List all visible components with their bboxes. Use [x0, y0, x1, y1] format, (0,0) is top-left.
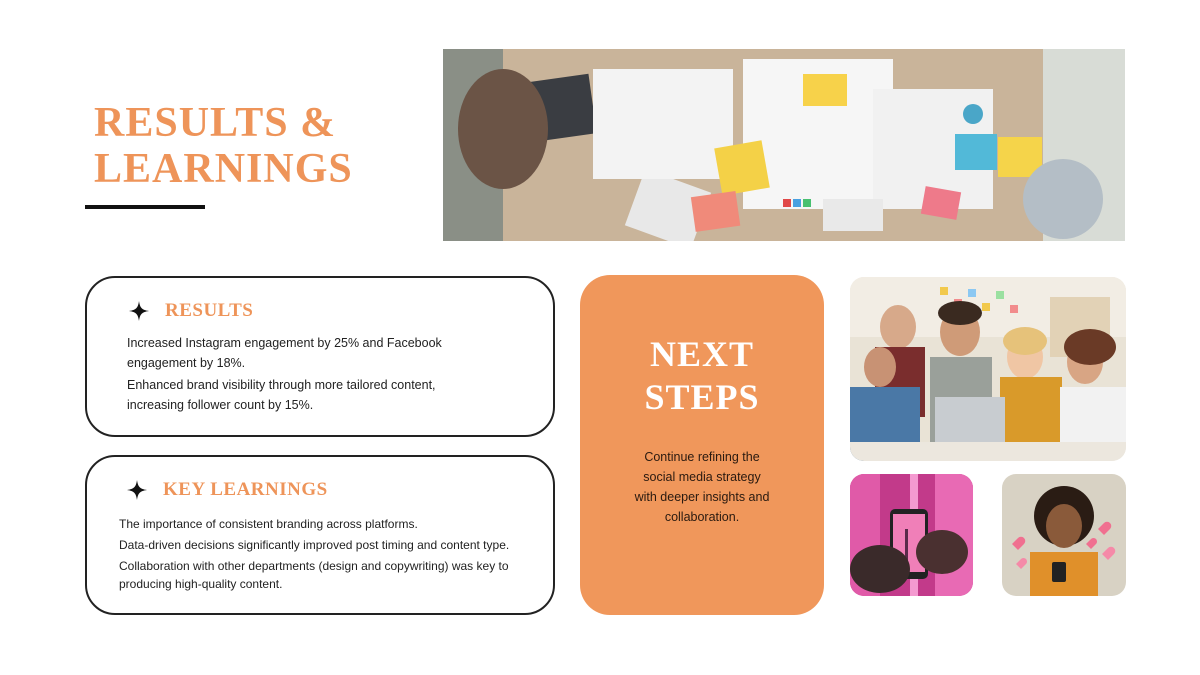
results-title: RESULTS — [165, 300, 254, 321]
learning-line: Collaboration with other departments (design and copywriting) was key to producing high-quality content. — [119, 559, 509, 591]
page-title-line2: LEARNINGS — [94, 146, 353, 192]
sparkle-icon — [129, 301, 149, 321]
page-title-line1: RESULTS & — [94, 100, 337, 146]
sparkle-icon — [127, 480, 147, 500]
next-steps-card — [580, 275, 824, 615]
key-learnings-card — [85, 455, 555, 615]
team-laptop-photo — [850, 277, 1126, 461]
next-steps-title-line1: NEXT — [649, 334, 755, 374]
results-line: Enhanced brand visibility through more tailored content, increasing follower count by 15%. — [127, 378, 436, 412]
key-learnings-title: KEY LEARNINGS — [163, 479, 328, 500]
next-steps-title-line2: STEPS — [644, 377, 760, 417]
next-steps-body: Continue refining the social media strategy with deeper insights and collaboration. — [634, 450, 770, 524]
woman-hearts-photo — [1002, 474, 1126, 596]
team-table-photo — [443, 49, 1125, 241]
learning-line: The importance of consistent branding across platforms. — [119, 517, 418, 531]
phone-photo — [850, 474, 973, 596]
title-underline — [85, 205, 205, 209]
next-steps-title — [580, 333, 824, 419]
learning-line: Data-driven decisions significantly improved post timing and content type. — [119, 538, 510, 552]
results-card — [85, 276, 555, 437]
results-line: Increased Instagram engagement by 25% and Facebook engagement by 18%. — [127, 336, 442, 370]
page-title — [94, 100, 353, 192]
